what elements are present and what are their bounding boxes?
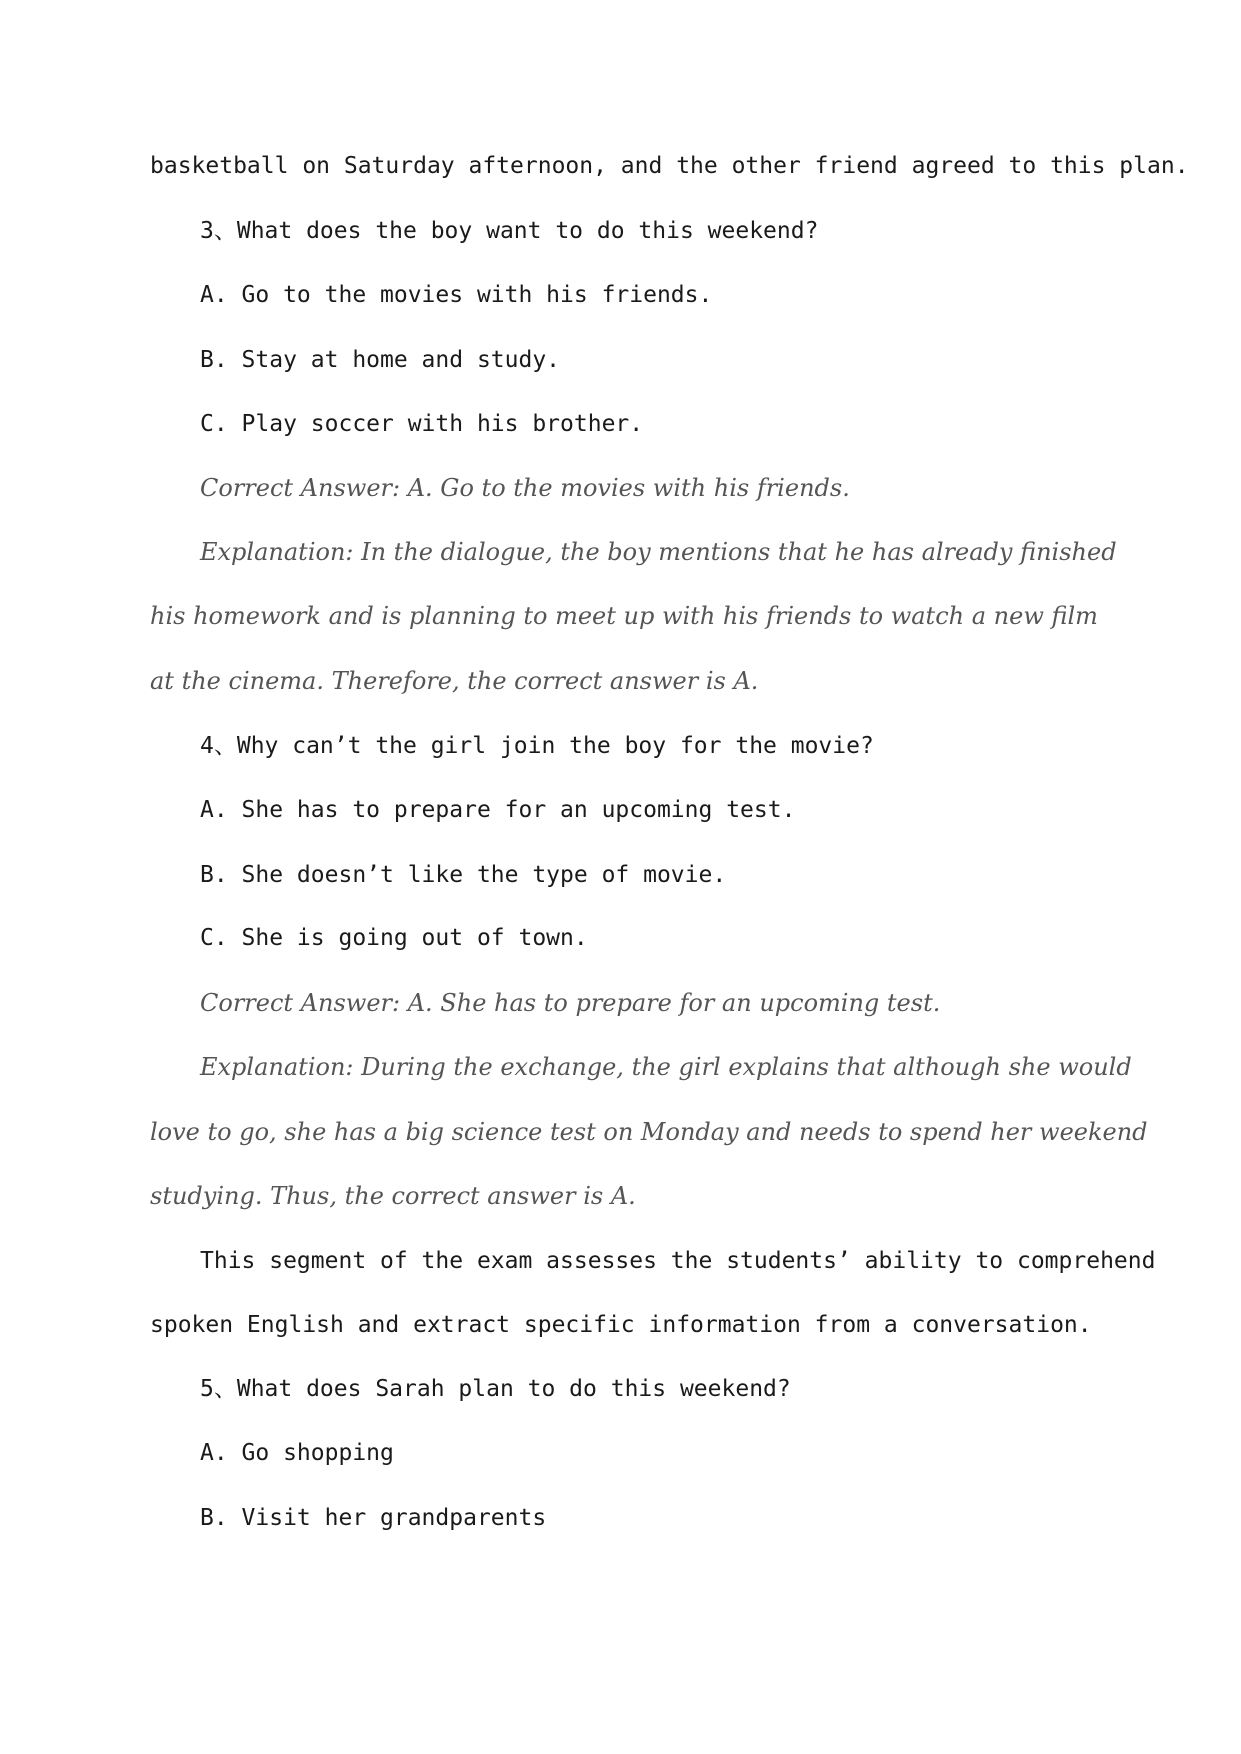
continuation-line: basketball on Saturday afternoon, and the other friend agreed to this plan. xyxy=(150,153,1189,179)
question-4-explanation-line-3: studying. Thus, the correct answer is A. xyxy=(150,1182,636,1210)
question-5-option-b: B. Visit her grandparents xyxy=(200,1505,547,1531)
question-4-correct-answer: Correct Answer: A. She has to prepare for an upcoming test. xyxy=(200,989,941,1017)
question-4-option-a: A. She has to prepare for an upcoming test. xyxy=(200,797,796,823)
question-4: 4、Why can’t the girl join the boy for the movie? xyxy=(200,733,874,759)
question-4-explanation-line-2: love to go, she has a big science test on Monday and needs to spend her weekend xyxy=(150,1118,1148,1146)
question-5: 5、What does Sarah plan to do this weekend? xyxy=(200,1376,791,1402)
question-4-explanation-line-1: Explanation: During the exchange, the girl explains that although she would xyxy=(200,1053,1132,1081)
question-3-option-a: A. Go to the movies with his friends. xyxy=(200,282,713,308)
segment-summary-line-2: spoken English and extract specific information from a conversation. xyxy=(150,1312,1092,1338)
question-3-explanation-line-2: his homework and is planning to meet up with his friends to watch a new film xyxy=(150,602,1098,630)
question-3-correct-answer: Correct Answer: A. Go to the movies with his friends. xyxy=(200,474,850,502)
question-4-option-b: B. She doesn’t like the type of movie. xyxy=(200,862,727,888)
question-5-option-a: A. Go shopping xyxy=(200,1440,394,1466)
question-3-explanation-line-3: at the cinema. Therefore, the correct answer is A. xyxy=(150,667,759,695)
question-4-option-c: C. She is going out of town. xyxy=(200,925,588,951)
question-3-option-c: C. Play soccer with his brother. xyxy=(200,411,644,437)
segment-summary-line-1: This segment of the exam assesses the students’ ability to comprehend xyxy=(200,1248,1156,1274)
question-3-option-b: B. Stay at home and study. xyxy=(200,347,561,373)
question-3: 3、What does the boy want to do this weekend? xyxy=(200,218,819,244)
question-3-explanation-line-1: Explanation: In the dialogue, the boy mentions that he has already finished xyxy=(200,538,1117,566)
